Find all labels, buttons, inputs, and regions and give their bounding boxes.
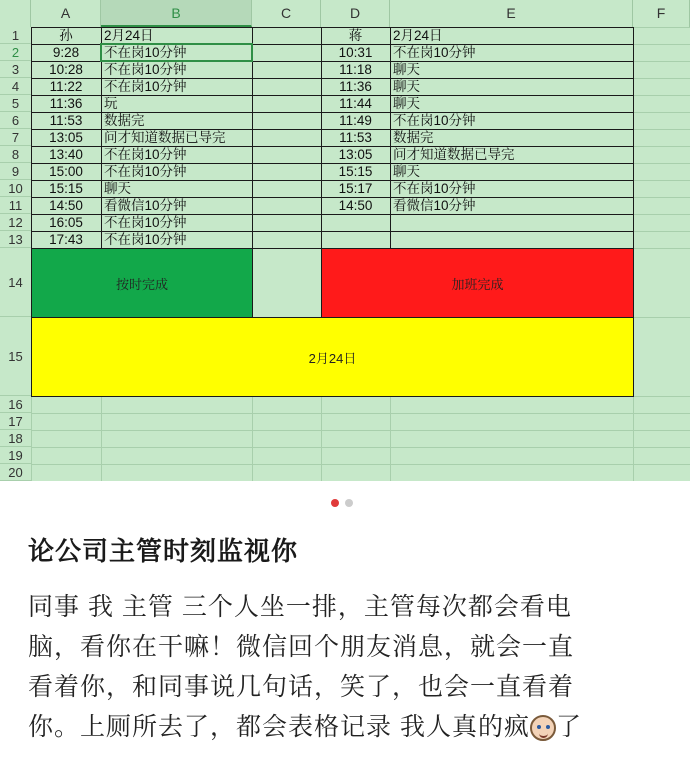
table-border xyxy=(31,27,32,248)
merged-cell-on-time[interactable]: 按时完成 xyxy=(31,248,253,318)
post-line: 看着你，和同事说几句话，笑了，也会一直看着 xyxy=(28,673,575,701)
row-header-15[interactable]: 15 xyxy=(0,317,31,396)
row-header-4[interactable]: 4 xyxy=(0,78,31,95)
cell-note[interactable]: 问才知道数据已导完 xyxy=(393,147,515,162)
crying-face-icon xyxy=(530,715,556,741)
select-all-corner[interactable] xyxy=(0,0,31,27)
cell-note[interactable]: 聊天 xyxy=(393,164,420,179)
cell-time[interactable]: 17:43 xyxy=(49,232,83,247)
cell-note[interactable]: 不在岗10分钟 xyxy=(104,147,187,162)
cell-time[interactable]: 11:22 xyxy=(49,79,83,94)
cell-time[interactable]: 11:53 xyxy=(339,130,372,145)
cell-note[interactable]: 不在岗10分钟 xyxy=(104,45,187,60)
column-header-d[interactable]: D xyxy=(321,0,390,27)
column-headers xyxy=(0,0,690,27)
cell-note[interactable]: 不在岗10分钟 xyxy=(104,215,187,230)
post-line xyxy=(28,707,668,747)
row-header-8[interactable]: 8 xyxy=(0,146,31,163)
cell-time[interactable]: 15:15 xyxy=(49,181,83,196)
cell-note[interactable]: 数据完 xyxy=(104,113,145,128)
cell-date-left[interactable]: 2月24日 xyxy=(104,28,154,43)
post-line-tail: 了 xyxy=(555,713,582,741)
row-header-12[interactable]: 12 xyxy=(0,214,31,231)
cell-time[interactable]: 11:49 xyxy=(339,113,372,128)
row-header-2[interactable]: 2 xyxy=(0,44,31,61)
cell-time[interactable]: 9:28 xyxy=(52,45,80,60)
row-header-18[interactable]: 18 xyxy=(0,430,31,447)
merged-cell-date-banner[interactable]: 2月24日 xyxy=(31,317,634,397)
empty-cell[interactable] xyxy=(252,248,322,318)
post-line: 脑，看你在干嘛！微信回个朋友消息，就会一直 xyxy=(28,633,575,661)
column-header-a[interactable]: A xyxy=(31,0,101,27)
cell-note[interactable]: 数据完 xyxy=(393,130,434,145)
cell-note[interactable]: 聊天 xyxy=(393,62,420,77)
pager-dot[interactable] xyxy=(331,499,339,507)
cell-time[interactable]: 14:50 xyxy=(338,198,373,213)
cell-note[interactable]: 不在岗10分钟 xyxy=(393,181,476,196)
row-header-9[interactable]: 9 xyxy=(0,163,31,180)
cell-note[interactable]: 看微信10分钟 xyxy=(104,198,187,213)
column-header-b[interactable]: B xyxy=(101,0,252,27)
row-header-17[interactable]: 17 xyxy=(0,413,31,430)
column-header-e[interactable]: E xyxy=(390,0,633,27)
cell-date-right[interactable]: 2月24日 xyxy=(393,28,443,43)
cell-time[interactable]: 11:36 xyxy=(339,79,372,94)
gridline xyxy=(31,413,690,414)
post-title: 论公司主管时刻监视你 xyxy=(28,536,299,566)
merged-cell-overtime[interactable]: 加班完成 xyxy=(321,248,634,318)
row-header-19[interactable]: 19 xyxy=(0,447,31,464)
post-line: 同事 我 主管 三个人坐一排，主管每次都会看电 xyxy=(28,593,572,621)
image-pager[interactable] xyxy=(331,499,353,507)
cell-note[interactable]: 聊天 xyxy=(104,181,131,196)
cell-time[interactable]: 15:17 xyxy=(338,181,373,196)
cell-name-sun[interactable]: 孙 xyxy=(59,28,73,43)
pager-dot[interactable] xyxy=(345,499,353,507)
cell-time[interactable]: 14:50 xyxy=(49,198,83,213)
row-header-14[interactable]: 14 xyxy=(0,248,31,317)
row-header-13[interactable]: 13 xyxy=(0,231,31,248)
gridline xyxy=(31,430,690,431)
cell-name-jiang[interactable]: 蒋 xyxy=(348,28,363,43)
cell-time[interactable]: 11:44 xyxy=(339,96,372,111)
cell-time[interactable]: 11:53 xyxy=(49,113,83,128)
cell-time[interactable]: 11:18 xyxy=(339,62,372,77)
cell-time[interactable]: 15:15 xyxy=(338,164,373,179)
cell-note[interactable]: 玩 xyxy=(104,96,118,111)
cell-note[interactable]: 问才知道数据已导完 xyxy=(104,130,226,145)
cell-time[interactable]: 15:00 xyxy=(49,164,83,179)
row-header-6[interactable]: 6 xyxy=(0,112,31,129)
cell-time[interactable]: 10:31 xyxy=(338,45,373,60)
row-header-1[interactable]: 1 xyxy=(0,27,31,44)
cell-note[interactable]: 不在岗10分钟 xyxy=(393,45,476,60)
cell-note[interactable]: 聊天 xyxy=(393,96,420,111)
cell-time[interactable]: 16:05 xyxy=(49,215,83,230)
gridline xyxy=(31,447,690,448)
table-border xyxy=(321,27,322,248)
cell-note[interactable]: 聊天 xyxy=(393,79,420,94)
row-header-10[interactable]: 10 xyxy=(0,180,31,197)
column-header-c[interactable]: C xyxy=(252,0,321,27)
cell-time[interactable]: 11:36 xyxy=(49,96,83,111)
cell-time[interactable]: 13:40 xyxy=(49,147,83,162)
table-border xyxy=(390,27,391,248)
row-header-7[interactable]: 7 xyxy=(0,129,31,146)
row-header-3[interactable]: 3 xyxy=(0,61,31,78)
table-border xyxy=(633,27,634,248)
gridline xyxy=(31,464,690,465)
cell-note[interactable]: 看微信10分钟 xyxy=(393,198,476,213)
cell-time[interactable]: 13:05 xyxy=(338,147,373,162)
cell-time[interactable]: 10:28 xyxy=(49,62,83,77)
active-cell-b2[interactable] xyxy=(100,43,253,62)
row-header-20[interactable]: 20 xyxy=(0,464,31,481)
cell-note[interactable]: 不在岗10分钟 xyxy=(104,164,187,179)
post-line-text: 你。上厕所去了，都会表格记录 我人真的疯 xyxy=(28,713,530,741)
row-header-11[interactable]: 11 xyxy=(0,197,31,214)
post-body xyxy=(28,587,668,747)
row-header-5[interactable]: 5 xyxy=(0,95,31,112)
cell-note[interactable]: 不在岗10分钟 xyxy=(104,62,187,77)
cell-note[interactable]: 不在岗10分钟 xyxy=(104,232,187,247)
cell-note[interactable]: 不在岗10分钟 xyxy=(104,79,187,94)
cell-time[interactable]: 13:05 xyxy=(49,130,83,145)
cell-note[interactable]: 不在岗10分钟 xyxy=(393,113,476,128)
column-header-f[interactable]: F xyxy=(633,0,690,27)
row-header-16[interactable]: 16 xyxy=(0,396,31,413)
